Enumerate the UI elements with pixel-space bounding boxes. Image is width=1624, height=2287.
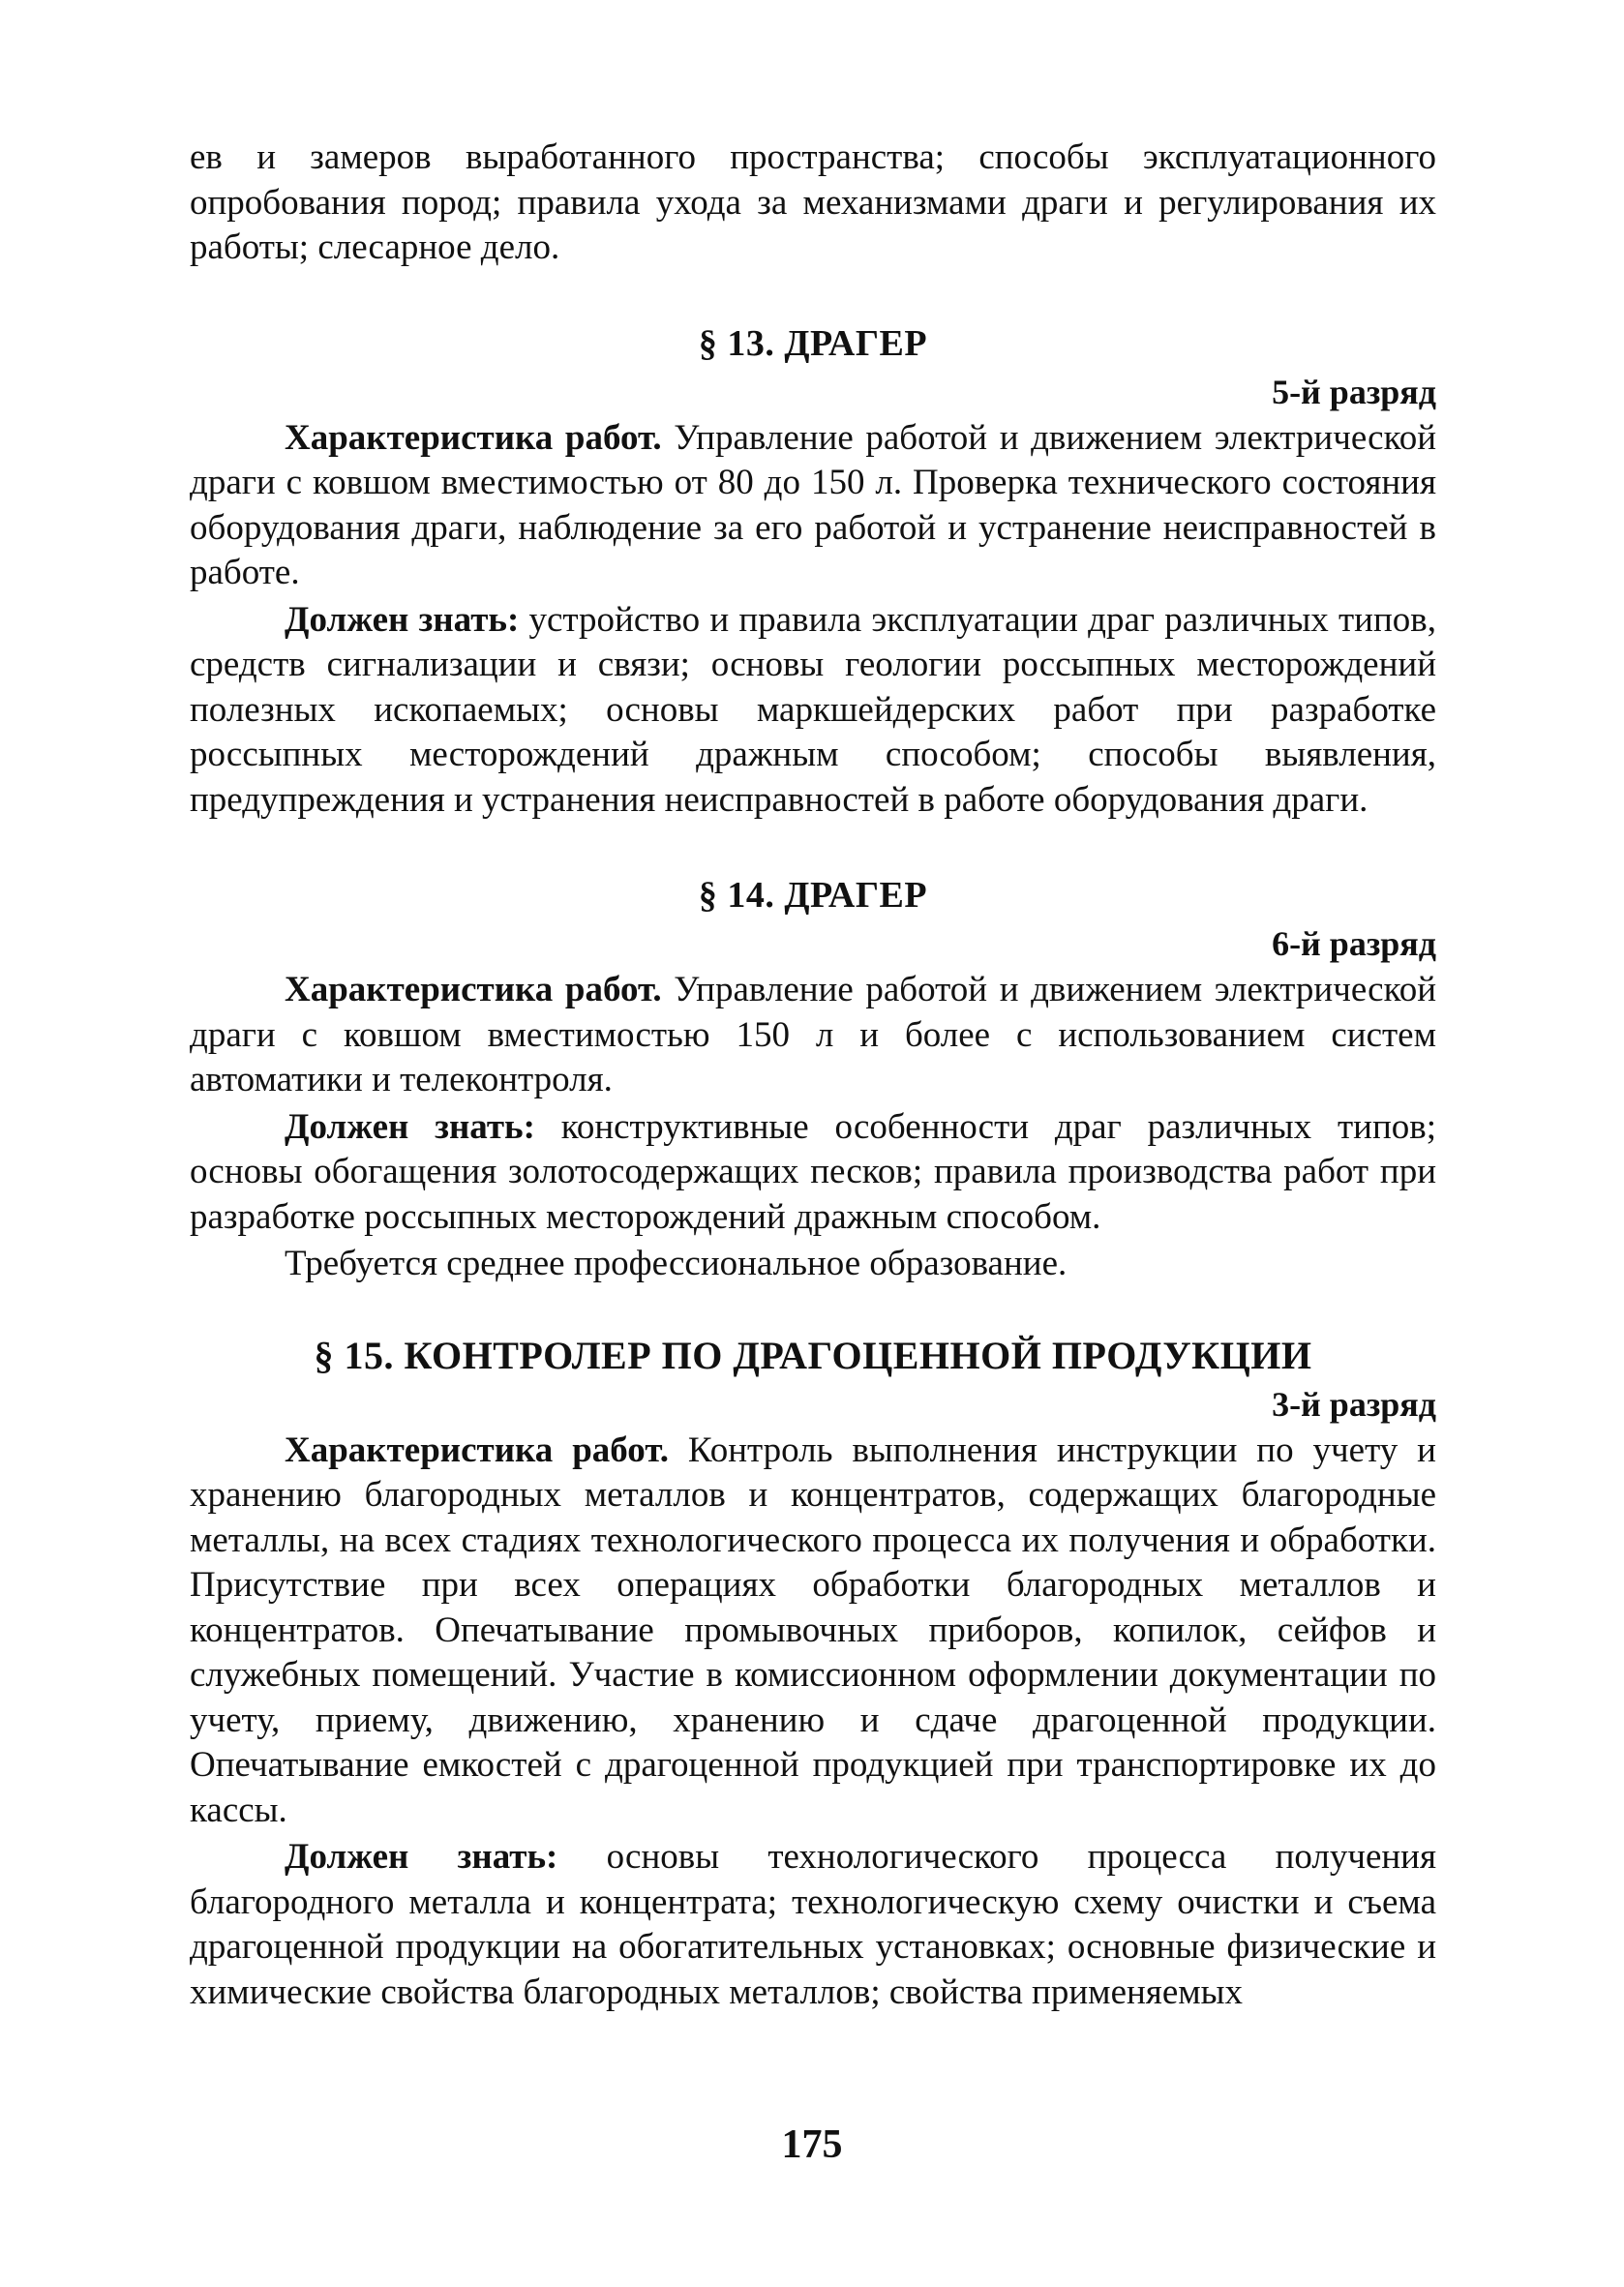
section-15-title: § 15. КОНТРОЛЕР ПО ДРАГОЦЕННОЙ ПРОДУКЦИИ	[314, 1333, 1312, 1377]
intro-paragraph: ев и замеров выработанного пространства; способы эксплуатационного опробования пород; правила ухода за механизмами драги и регулирования их работы; слесарное дело.	[190, 137, 1436, 267]
page-number: 175	[781, 2122, 843, 2167]
document-page	[190, 135, 1436, 2015]
characteristics-text: Управление работой и движением электрической драги с ковшом вместимостью 150 л и более с использованием систем автоматики и телеконтроля.	[190, 970, 1436, 1099]
section-14-education-requirement: Требуется среднее профессиональное образование.	[285, 1244, 1068, 1283]
knowledge-text: устройство и правила эксплуатации драг различных типов, средств сигнализации и связи; основы геологии россыпных месторождений полезных ископаемых; основы маркшейдерских работ при разработке россыпных месторождений дражным способом; способы выявления, предупреждения и устранения неисправностей в работе оборудования драги.	[190, 599, 1436, 820]
knowledge-text: конструктивные особенности драг различных типов; основы обогащения золотосодержащих песков; правила производства работ при разработке россыпных месторождений дражным способом.	[190, 1106, 1436, 1237]
section-15-characteristics	[190, 1429, 1436, 1834]
section-14-characteristics	[190, 968, 1436, 1103]
knowledge-label: Должен знать:	[285, 1106, 535, 1147]
characteristics-label: Характеристика работ.	[285, 1429, 669, 1470]
section-13-characteristics	[190, 416, 1436, 596]
knowledge-text: основы технологического процесса получения благородного металла и концентрата; технологическую схему очистки и съема драгоценной продукции на обогатительных установках; основные физические и химические свойства благородных металлов; свойства применяемых	[190, 1837, 1436, 2012]
characteristics-label: Характеристика работ.	[285, 417, 662, 458]
section-14-grade: 6-й разряд	[1272, 924, 1436, 963]
section-15-knowledge	[190, 1835, 1436, 2015]
section-13-knowledge	[190, 598, 1436, 824]
characteristics-text: Контроль выполнения инструкции по учету и хранению благородных металлов и концентратов, содержащих благородные металлы, на всех стадиях технологического процесса их получения и обработки. Присутствие при всех операциях обработки благородных металлов и концентратов. Опечатывание промывочных приборов, копилок, сейфов и служебных помещений. Участие в комиссионном оформлении документации по учету, приему, движению, хранению и сдаче драгоценной продукции. Опечатывание емкостей с драгоценной продукцией при транспортировке их до кассы.	[190, 1429, 1436, 1830]
characteristics-text: Управление работой и движением электрической драги с ковшом вместимостью от 80 до 150 л. Проверка технического состояния оборудования драги, наблюдение за его работой и устранение неисправностей в работе.	[190, 417, 1436, 592]
section-13-grade: 5-й разряд	[1272, 372, 1436, 411]
section-15-grade: 3-й разряд	[1272, 1384, 1436, 1424]
knowledge-label: Должен знать:	[285, 1837, 558, 1877]
characteristics-label: Характеристика работ.	[285, 970, 662, 1009]
section-14-knowledge	[190, 1105, 1436, 1241]
section-14-title: § 14. ДРАГЕР	[698, 875, 928, 916]
section-13-title: § 13. ДРАГЕР	[698, 322, 928, 364]
knowledge-label: Должен знать:	[285, 599, 520, 640]
